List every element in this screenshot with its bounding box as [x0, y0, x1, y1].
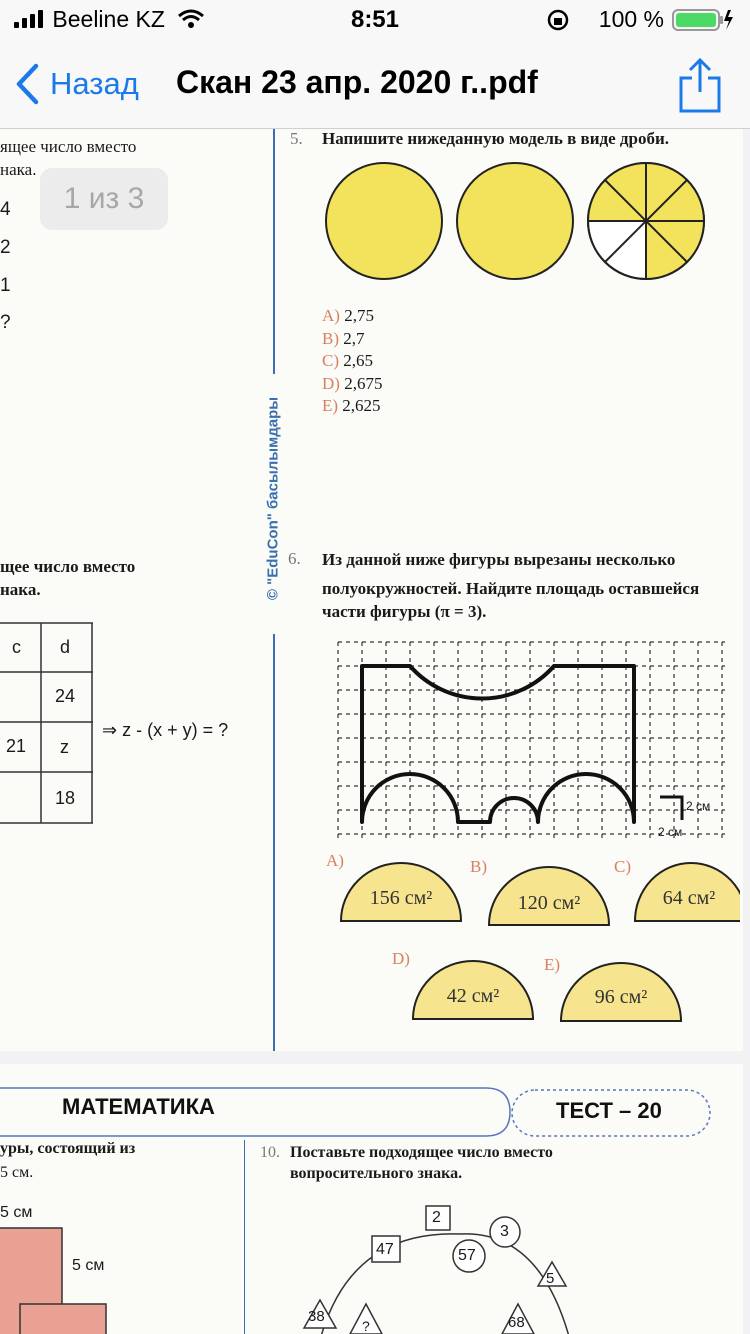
- q5-option-c[interactable]: C) 2,65: [322, 351, 373, 370]
- q6-letter-b: B): [470, 857, 487, 876]
- q6-answer-b[interactable]: 120 см²: [517, 892, 581, 914]
- p2-column-divider: [244, 1140, 245, 1334]
- back-button[interactable]: [14, 62, 139, 106]
- q6-answer-d[interactable]: 42 см²: [446, 985, 500, 1007]
- q5-option-b[interactable]: B) 2,7: [322, 328, 365, 348]
- pdf-page-1[interactable]: [0, 129, 743, 1051]
- q10-val-5: 5: [546, 1270, 555, 1287]
- q6-line-2: полуокружностей. Найдите площадь оставшейся: [322, 579, 700, 598]
- p2-label-5cm-right: 5 см: [72, 1257, 105, 1274]
- left-answer-2: 2: [0, 237, 11, 258]
- page-indicator: 1 из 3: [40, 168, 168, 230]
- subject-title: МАТЕМАТИКА: [62, 1094, 215, 1119]
- q6-letter-a: A): [326, 851, 344, 870]
- p2-left-text-1: уры, состоящий из: [0, 1140, 136, 1157]
- status-bar: [0, 0, 750, 40]
- arrow-expression: ⇒ z - (x + y) = ?: [102, 720, 229, 740]
- q5-fraction-model: [320, 159, 710, 289]
- q10-val-68: 68: [508, 1314, 525, 1331]
- q5-number: 5.: [290, 129, 303, 148]
- column-divider-top: [273, 129, 275, 374]
- q10-val-57: 57: [458, 1247, 476, 1264]
- battery-icon: [672, 8, 734, 32]
- q10-val-38: 38: [308, 1308, 325, 1325]
- q5-option-e[interactable]: E) 2,625: [322, 396, 381, 415]
- left-text-1: ящее число вместо: [0, 137, 137, 156]
- q6-answer-e[interactable]: 96 см²: [594, 986, 648, 1008]
- q10-val-3: 3: [500, 1223, 509, 1240]
- q6-number: 6.: [288, 549, 301, 568]
- table-cell: 18: [55, 788, 76, 808]
- q10-val-47: 47: [376, 1241, 394, 1258]
- carrier-name: Beeline KZ: [52, 6, 165, 32]
- q5-options: [322, 305, 382, 418]
- pdf-page-2[interactable]: [0, 1064, 743, 1334]
- table-cell: 24: [55, 686, 76, 706]
- clock: 8:51: [350, 6, 400, 33]
- q6-letter-c: C): [614, 857, 631, 876]
- scale-label-vertical: 2 см: [686, 799, 711, 813]
- table-cell: 21: [6, 736, 27, 756]
- p2-squares-figure: [0, 1226, 110, 1334]
- left-task2-text-2: нака.: [0, 580, 41, 599]
- q5-text: Напишите нижеданную модель в виде дроби.: [322, 129, 670, 148]
- chevron-left-icon: [14, 63, 40, 105]
- left-task2-text-1: щее число вместо: [0, 557, 136, 576]
- table-cell: z: [60, 737, 69, 757]
- back-label: Назад: [50, 66, 139, 101]
- q5-option-a[interactable]: A) 2,75: [322, 306, 374, 325]
- q10-val-2: 2: [432, 1209, 441, 1226]
- q10-number: 10.: [260, 1144, 280, 1161]
- table-header-c: c: [12, 637, 21, 657]
- orientation-lock-icon: [546, 8, 570, 32]
- left-answer-1: 4: [0, 199, 11, 220]
- q6-letter-d: D): [392, 949, 410, 968]
- battery-percent: 100 %: [598, 6, 664, 32]
- q10-val-question: ?: [362, 1318, 370, 1334]
- q10-line-1: Поставьте подходящее число вместо: [290, 1144, 553, 1161]
- q6-letter-e: E): [544, 955, 561, 974]
- share-button[interactable]: [678, 58, 722, 119]
- left-answer-3: 1: [0, 275, 11, 296]
- test-title: ТЕСТ – 20: [556, 1098, 662, 1123]
- left-answer-4: ?: [0, 312, 11, 333]
- left-text-2: нака.: [0, 160, 37, 179]
- share-icon: [678, 58, 722, 114]
- publisher-watermark: © "EduCon" басылымдары: [264, 396, 282, 601]
- q6-line-3: части фигуры (π = 3).: [322, 602, 487, 621]
- q6-figure: [330, 634, 730, 849]
- document-title: Скан 23 апр. 2020 г..pdf: [176, 64, 538, 100]
- p2-left-text-2: 5 см.: [0, 1164, 34, 1181]
- table-header-d: d: [60, 637, 71, 657]
- p2-label-5cm-top: 5 см: [0, 1204, 33, 1221]
- q5-option-d[interactable]: D) 2,675: [322, 373, 383, 393]
- column-divider-bottom: [273, 634, 275, 1051]
- q6-answer-c[interactable]: 64 см²: [662, 887, 716, 909]
- navigation-bar: [0, 40, 750, 129]
- q6-answer-a[interactable]: 156 см²: [369, 887, 433, 909]
- q6-line-1: Из данной ниже фигуры вырезаны несколько: [322, 550, 676, 569]
- scale-label-horizontal: 2 см: [658, 825, 683, 839]
- q10-line-2: вопросительного знака.: [290, 1165, 463, 1182]
